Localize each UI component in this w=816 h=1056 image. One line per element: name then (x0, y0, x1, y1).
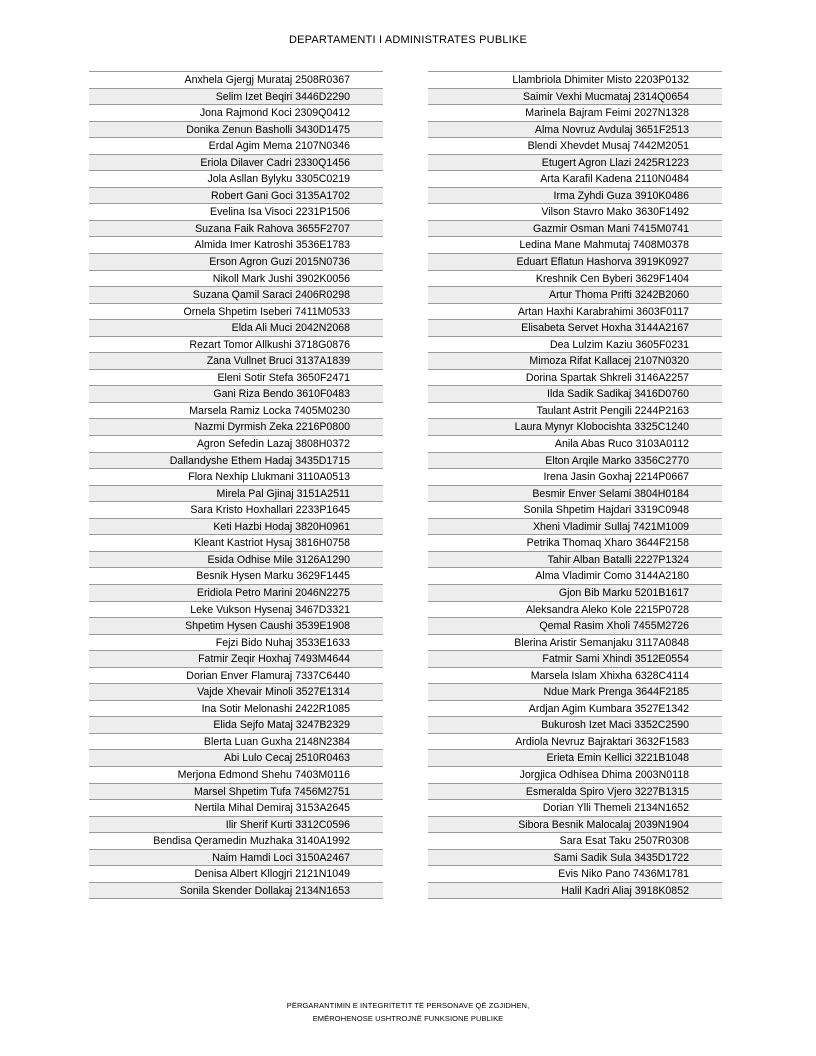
list-item: Elton Arqile Marko 3356C2770 (428, 453, 722, 470)
list-item: Esida Odhise Mile 3126A1290 (89, 552, 383, 569)
list-item: Fatmir Zeqir Hoxhaj 7493M4644 (89, 651, 383, 668)
list-item: Anila Abas Ruco 3103A0112 (428, 436, 722, 453)
list-item: Nikoll Mark Jushi 3902K0056 (89, 271, 383, 288)
left-name-column (89, 71, 383, 899)
list-item: Bendisa Qeramedin Muzhaka 3140A1992 (89, 833, 383, 850)
list-item: Besmir Enver Selami 3804H0184 (428, 486, 722, 503)
list-item: Laura Mynyr Klobocishta 3325C1240 (428, 419, 722, 436)
list-item: Marsel Shpetim Tufa 7456M2751 (89, 784, 383, 801)
list-item: Marsela Ramiz Locka 7405M0230 (89, 403, 383, 420)
list-item: Ilir Sherif Kurti 3312C0596 (89, 817, 383, 834)
list-item: Naim Hamdi Loci 3150A2467 (89, 850, 383, 867)
list-item: Vajde Xhevair Minoli 3527E1314 (89, 684, 383, 701)
list-item: Almida Imer Katroshi 3536E1783 (89, 237, 383, 254)
list-item: Dorian Enver Flamuraj 7337C6440 (89, 668, 383, 685)
list-item: Ilda Sadik Sadikaj 3416D0760 (428, 386, 722, 403)
list-item: Keti Hazbi Hodaj 3820H0961 (89, 519, 383, 536)
list-item: Aleksandra Aleko Kole 2215P0728 (428, 602, 722, 619)
list-item: Evis Niko Pano 7436M1781 (428, 866, 722, 883)
list-item: Ardiola Nevruz Bajraktari 3632F1583 (428, 734, 722, 751)
right-name-column (428, 71, 722, 899)
list-item: Sara Kristo Hoxhallari 2233P1645 (89, 502, 383, 519)
list-item: Alma Vladimir Como 3144A2180 (428, 568, 722, 585)
list-item: Shpetim Hysen Caushi 3539E1908 (89, 618, 383, 635)
list-item: Kreshnik Cen Byberi 3629F1404 (428, 271, 722, 288)
list-item: Elisabeta Servet Hoxha 3144A2167 (428, 320, 722, 337)
list-item: Mimoza Rifat Kallacej 2107N0320 (428, 353, 722, 370)
list-item: Merjona Edmond Shehu 7403M0116 (89, 767, 383, 784)
list-item: Selim Izet Beqiri 3446D2290 (89, 89, 383, 106)
list-item: Agron Sefedin Lazaj 3808H0372 (89, 436, 383, 453)
list-item: Etugert Agron Llazi 2425R1223 (428, 155, 722, 172)
list-item: Mirela Pal Gjinaj 3151A2511 (89, 486, 383, 503)
list-item: Kleant Kastriot Hysaj 3816H0758 (89, 535, 383, 552)
list-item: Arta Karafil Kadena 2110N0484 (428, 171, 722, 188)
list-item: Anxhela Gjergj Murataj 2508R0367 (89, 72, 383, 89)
list-item: Jona Rajmond Koci 2309Q0412 (89, 105, 383, 122)
list-item: Erson Agron Guzi 2015N0736 (89, 254, 383, 271)
list-item: Jorgjica Odhisea Dhima 2003N0118 (428, 767, 722, 784)
list-item: Vilson Stavro Mako 3630F1492 (428, 204, 722, 221)
list-item: Alma Novruz Avdulaj 3651F2513 (428, 122, 722, 139)
list-item: Artur Thoma Prifti 3242B2060 (428, 287, 722, 304)
list-item: Fatmir Sami Xhindi 3512E0554 (428, 651, 722, 668)
list-item: Blerta Luan Guxha 2148N2384 (89, 734, 383, 751)
page-title: DEPARTAMENTI I ADMINISTRATES PUBLIKE (288, 34, 528, 46)
list-item: Jola Asllan Bylyku 3305C0219 (89, 171, 383, 188)
list-item: Ndue Mark Prenga 3644F2185 (428, 684, 722, 701)
list-item: Sami Sadik Sula 3435D1722 (428, 850, 722, 867)
list-item: Gazmir Osman Mani 7415M0741 (428, 221, 722, 238)
list-item: Sara Esat Taku 2507R0308 (428, 833, 722, 850)
page-footer (0, 999, 816, 1025)
list-item: Dorian Ylli Themeli 2134N1652 (428, 800, 722, 817)
list-item: Xheni Vladimir Sullaj 7421M1009 (428, 519, 722, 536)
list-item: Erieta Emin Kellici 3221B1048 (428, 750, 722, 767)
list-item: Gjon Bib Marku 5201B1617 (428, 585, 722, 602)
list-item: Marinela Bajram Feimi 2027N1328 (428, 105, 722, 122)
list-item: Bukurosh Izet Maci 3352C2590 (428, 717, 722, 734)
list-item: Denisa Albert Kllogjri 2121N1049 (89, 866, 383, 883)
list-item: Irena Jasin Goxhaj 2214P0667 (428, 469, 722, 486)
list-item: Ledina Mane Mahmutaj 7408M0378 (428, 237, 722, 254)
list-item: Nertila Mihal Demiraj 3153A2645 (89, 800, 383, 817)
list-item: Fejzi Bido Nuhaj 3533E1633 (89, 635, 383, 652)
list-item: Petrika Thomaq Xharo 3644F2158 (428, 535, 722, 552)
list-item: Esmeralda Spiro Vjero 3227B1315 (428, 784, 722, 801)
list-item: Gani Riza Bendo 3610F0483 (89, 386, 383, 403)
list-item: Eduart Eflatun Hashorva 3919K0927 (428, 254, 722, 271)
list-item: Irma Zyhdi Guza 3910K0486 (428, 188, 722, 205)
list-item: Eriola Dilaver Cadri 2330Q1456 (89, 155, 383, 172)
list-item: Donika Zenun Basholli 3430D1475 (89, 122, 383, 139)
list-item: Ardjan Agim Kumbara 3527E1342 (428, 701, 722, 718)
list-item: Ina Sotir Melonashi 2422R1085 (89, 701, 383, 718)
list-item: Suzana Faik Rahova 3655F2707 (89, 221, 383, 238)
list-item: Erdal Agim Mema 2107N0346 (89, 138, 383, 155)
list-item: Sibora Besnik Malocalaj 2039N1904 (428, 817, 722, 834)
list-item: Marsela Islam Xhixha 6328C4114 (428, 668, 722, 685)
list-item: Suzana Qamil Saraci 2406R0298 (89, 287, 383, 304)
list-item: Elida Sejfo Mataj 3247B2329 (89, 717, 383, 734)
list-item: Ornela Shpetim Iseberi 7411M0533 (89, 304, 383, 321)
list-item: Blerina Aristir Semanjaku 3117A0848 (428, 635, 722, 652)
list-item: Halil Kadri Aliaj 3918K0852 (428, 883, 722, 900)
list-item: Sonila Skender Dollakaj 2134N1653 (89, 883, 383, 900)
list-item: Zana Vullnet Bruci 3137A1839 (89, 353, 383, 370)
list-item: Blendi Xhevdet Musaj 7442M2051 (428, 138, 722, 155)
list-item: Leke Vukson Hysenaj 3467D3321 (89, 602, 383, 619)
list-item: Dallandyshe Ethem Hadaj 3435D1715 (89, 453, 383, 470)
footer-line-1: PËRGARANTIMIN E INTEGRITETIT TË PERSONAVE QË ZGJIDHEN, (286, 1001, 530, 1010)
list-item: Robert Gani Goci 3135A1702 (89, 188, 383, 205)
list-item: Besnik Hysen Marku 3629F1445 (89, 568, 383, 585)
list-item: Elda Ali Muci 2042N2068 (89, 320, 383, 337)
list-item: Tahir Alban Batalli 2227P1324 (428, 552, 722, 569)
list-item: Flora Nexhip Llukmani 3110A0513 (89, 469, 383, 486)
list-item: Artan Haxhi Karabrahimi 3603F0117 (428, 304, 722, 321)
list-item: Evelina Isa Visoci 2231P1506 (89, 204, 383, 221)
list-item: Taulant Astrit Pengili 2244P2163 (428, 403, 722, 420)
list-item: Dea Lulzim Kaziu 3605F0231 (428, 337, 722, 354)
list-item: Sonila Shpetim Hajdari 3319C0948 (428, 502, 722, 519)
list-item: Abi Lulo Cecaj 2510R0463 (89, 750, 383, 767)
list-item: Qemal Rasim Xholi 7455M2726 (428, 618, 722, 635)
list-item: Rezart Tomor Allkushi 3718G0876 (89, 337, 383, 354)
list-item: Eleni Sotir Stefa 3650F2471 (89, 370, 383, 387)
list-item: Llambriola Dhimiter Misto 2203P0132 (428, 72, 722, 89)
list-item: Eridiola Petro Marini 2046N2275 (89, 585, 383, 602)
list-item: Dorina Spartak Shkreli 3146A2257 (428, 370, 722, 387)
footer-line-2: EMËROHENOSE USHTROJNË FUNKSIONE PUBLIKE (312, 1014, 504, 1023)
list-item: Nazmi Dyrmish Zeka 2216P0800 (89, 419, 383, 436)
list-item: Saimir Vexhi Mucmataj 2314Q0654 (428, 89, 722, 106)
